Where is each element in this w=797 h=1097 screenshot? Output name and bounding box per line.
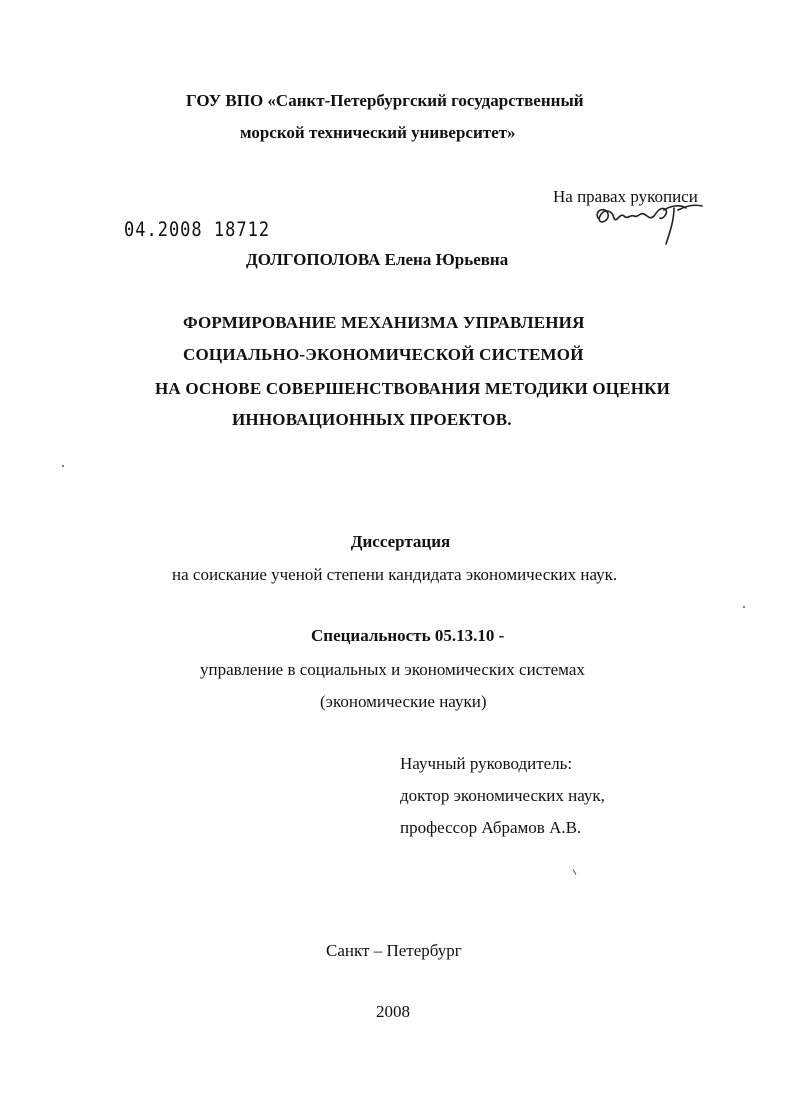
institution-line-1: ГОУ ВПО «Санкт-Петербургский государственный: [186, 91, 584, 110]
specialty-label: Специальность 05.13.10 -: [311, 626, 505, 645]
work-type: Диссертация: [350, 532, 451, 551]
year: 2008: [376, 1002, 410, 1021]
scan-speck: [62, 465, 64, 467]
title-line-3: НА ОСНОВЕ СОВЕРШЕНСТВОВАНИЯ МЕТОДИКИ ОЦЕНКИ: [155, 379, 671, 398]
title-line-2: СОЦИАЛЬНО-ЭКОНОМИЧЕСКОЙ СИСТЕМОЙ: [183, 345, 584, 364]
supervisor-degree: доктор экономических наук,: [400, 786, 605, 805]
signature-icon: [590, 196, 710, 256]
scan-speck: [743, 606, 745, 608]
city: Санкт – Петербург: [326, 941, 462, 960]
author-name: ДОЛГОПОЛОВА Елена Юрьевна: [246, 250, 509, 269]
supervisor-label: Научный руководитель:: [400, 754, 573, 773]
specialty-science: (экономические науки): [320, 692, 487, 711]
specialty-field: управление в социальных и экономических системах: [200, 660, 585, 679]
title-line-4: ИННОВАЦИОННЫХ ПРОЕКТОВ.: [232, 410, 512, 429]
institution-line-2: морской технический университет»: [240, 123, 516, 142]
degree-line: на соискание ученой степени кандидата экономических наук.: [172, 565, 618, 584]
scan-speck: [573, 869, 577, 875]
supervisor-name: профессор Абрамов А.В.: [400, 818, 582, 837]
registration-number: 04.2008 18712: [124, 218, 271, 242]
rights-note: На правах рукописи: [553, 187, 698, 206]
title-line-1: ФОРМИРОВАНИЕ МЕХАНИЗМА УПРАВЛЕНИЯ: [183, 313, 585, 332]
